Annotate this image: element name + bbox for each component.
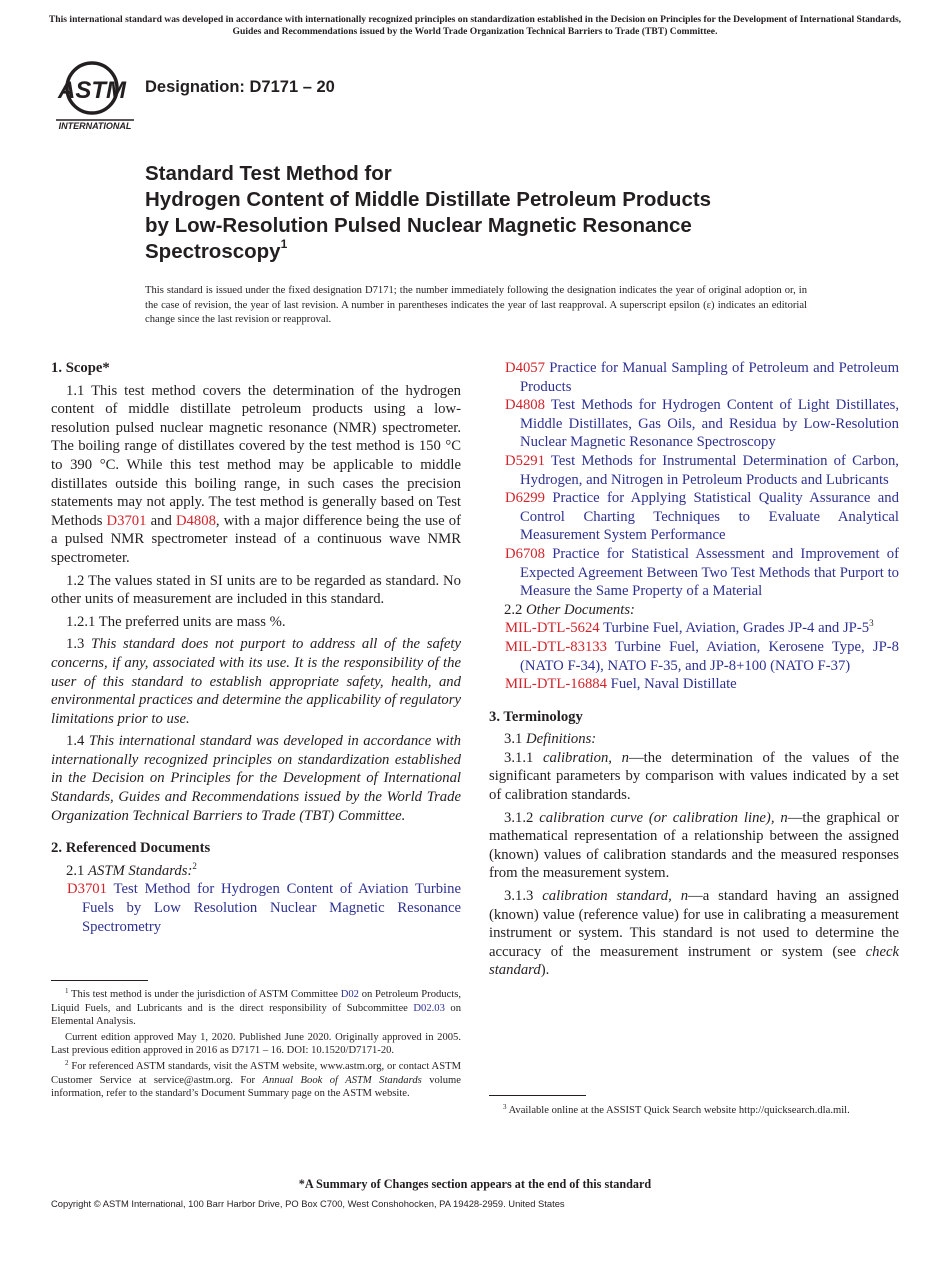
ref-title[interactable]: Turbine Fuel, Aviation, Kerosene Type, JP-8 (NATO F-34), NATO F-35, and JP-8+100 (NATO F-37): [520, 638, 899, 674]
ref-code-d4808[interactable]: D4808: [505, 397, 545, 414]
ref-title[interactable]: Practice for Applying Statistical Quality Assurance and Control Charting Techniques to Evaluate Analytical Measurement System Performance: [520, 490, 899, 544]
ref-item: [489, 359, 899, 396]
footnote-rule-right: [489, 1095, 586, 1096]
section-2-heading: 2. Referenced Documents: [51, 840, 211, 857]
footnote-1: $^1$ This test method is under the jurisdiction of ASTM Committee D02 on Petroleum Products, Liquid Fuels, and Lubricants and is the direct responsibility of Subcommittee D02.03 on Elemental Analysis.: [51, 987, 461, 1028]
footnote-1-edition: Current edition approved May 1, 2020. Published June 2020. Originally approved in 2005. Last previous edition approved in 2016 as D7171 – 16. DOI: 10.1520/D7171-20.: [51, 1031, 461, 1057]
section-1-heading: 1. Scope*: [51, 360, 110, 376]
footnote-rule-left: [51, 980, 148, 981]
para-1-2: 1.2 The values stated in SI units are to be regarded as standard. No other units of measurement are included in this standard.: [51, 572, 461, 608]
ref-code-d6299[interactable]: D6299: [505, 490, 545, 507]
para-1-4: 1.4 This international standard was developed in accordance with internationally recognized principles on standardization established in the Decision on Principles for the Development of International Standards, Guides and Recommendations issued by the World Trade Organization Technical Barriers to Trade (TBT) Committee.: [51, 733, 461, 824]
link-d3701[interactable]: D3701: [106, 512, 147, 529]
left-column: [51, 359, 461, 936]
title-line-2: Hydrogen Content of Middle Distillate Petroleum Products: [145, 188, 712, 211]
para-1-3: 1.3 This standard does not purport to address all of the safety concerns, if any, associated with its use. It is the responsibility of the user of this standard to establish appropriate safety, health, and environmental practices and determine the applicability of regulatory limitations prior to use.: [51, 636, 462, 727]
para-1-2-1: 1.2.1 The preferred units are mass %.: [66, 613, 286, 630]
link-d02-03[interactable]: D02.03: [413, 1002, 445, 1014]
ref-item: [489, 452, 899, 489]
title-line-4: Spectroscopy: [145, 240, 281, 263]
title-footnote-mark: 1: [280, 237, 288, 251]
title-line-3: by Low-Resolution Pulsed Nuclear Magnetic Resonance: [145, 214, 692, 237]
copyright: Copyright © ASTM International, 100 Barr Harbor Drive, PO Box C700, West Conshohocken, PA 19428-2959. United States: [51, 1198, 565, 1209]
ref-item: MIL-DTL-5624 Turbine Fuel, Aviation, Grades JP-4 and JP-5$^3$: [505, 618, 874, 637]
para-2-2: 2.2 Other Documents:: [504, 601, 635, 618]
title-line-1: Standard Test Method for: [145, 162, 392, 185]
ref-item: [51, 880, 461, 936]
ref-code-mil-dtl-16884[interactable]: MIL-DTL-16884: [505, 676, 607, 693]
ref-code-mil-dtl-83133[interactable]: MIL-DTL-83133: [505, 638, 607, 655]
ref-title[interactable]: Practice for Manual Sampling of Petroleum and Petroleum Products: [520, 360, 899, 395]
section-3-heading: 3. Terminology: [489, 708, 583, 725]
footnotes-right: [489, 1104, 899, 1120]
ref-item: [489, 396, 899, 452]
link-d4808[interactable]: D4808: [175, 512, 216, 529]
document-title: [145, 161, 865, 265]
ref-title[interactable]: Test Method for Hydrogen Content of Aviation Turbine Fuels by Low Resolution Nuclear Magnetic Resonance Spectrometry: [82, 881, 461, 935]
ref-code-d4057[interactable]: D4057: [505, 360, 545, 376]
ref-item: [489, 675, 899, 694]
link-d02[interactable]: D02: [340, 989, 359, 1000]
ref-title[interactable]: Practice for Statistical Assessment and Improvement of Expected Agreement Between Two Test Methods that Purport to Measure the Same Property of a Material: [520, 545, 900, 600]
tbt-notice: This international standard was developed in accordance with internationally recognized principles on standardization established in the Decision on Principles for the Development of International Standards, Guides and Recommendations issued by the World Trade Organization Technical Barriers to Trade (TBT) Committee.: [48, 14, 902, 37]
ref-title[interactable]: Test Methods for Hydrogen Content of Light Distillates, Middle Distillates, Gas Oils, and Residua by Low-Resolution Nuclear Magnetic Resonance Spectroscopy: [520, 397, 899, 451]
logo-international: INTERNATIONAL: [58, 121, 132, 131]
ref-title[interactable]: Turbine Fuel, Aviation, Grades JP-4 and JP-5: [603, 620, 870, 637]
issued-note: This standard is issued under the fixed designation D7171; the number immediately following the designation indicates the year of original adoption or, in the case of revision, the year of last revision. A number in parentheses indicates the year of last reapproval. A superscript epsilon (ε) indicates an editorial change since the last revision or reapproval.: [145, 285, 807, 325]
ref-title[interactable]: Fuel, Naval Distillate: [610, 676, 737, 693]
ref-item: [489, 638, 899, 675]
astm-logo: [54, 58, 136, 132]
summary-of-changes-note: *A Summary of Changes section appears at the end of this standard: [298, 1177, 652, 1191]
designation: Designation: D7171 – 20: [145, 78, 335, 96]
ref-title[interactable]: Test Methods for Instrumental Determination of Carbon, Hydrogen, and Nitrogen in Petroleum Products and Lubricants: [520, 452, 899, 488]
para-2-1: 2.1 ASTM Standards:$^2$: [66, 860, 197, 879]
ref-item: [489, 489, 899, 545]
footnotes-left: [51, 988, 461, 1103]
para-3-1-1: 3.1.1 calibration, n—the determination of the values of the significant parameters by comparison with values indicated by a set of calibration standards.: [489, 749, 899, 804]
ref-code-mil-dtl-5624[interactable]: MIL-DTL-5624: [505, 620, 600, 637]
para-1-1: 1.1 This test method covers the determination of the hydrogen content of middle distillate petroleum products using a low-resolution pulsed nuclear magnetic resonance (NMR) spectrometer. The boiling range of distillates covered by the test method is 150 °C to 390 °C. While this test method may be applicable to middle distillates outside this boiling range, in such cases the precision statements may not apply. The test method is generally based on Test Methods D3701 and D4808, with a major difference being the use of a pulsed NMR spectrometer instead of a continuous wave NMR spectrometer.: [51, 382, 461, 566]
para-3-1-3: 3.1.3 calibration standard, n—a standard having an assigned (known) value (reference value) for use in calibrating a measurement instrument or system. This standard is not used to determine the accuracy of the measurement instrument or system (see check standard).: [489, 888, 900, 979]
para-3-1-2: 3.1.2 calibration curve (or calibration line), n—the graphical or mathematical representation of a relationship between the assigned (known) values of calibration standards and the measured responses from the measurement system.: [489, 809, 900, 882]
right-column: [489, 359, 899, 984]
footnote-2: $^2$ For referenced ASTM standards, visit the ASTM website, www.astm.org, or contact ASTM Customer Service at service@astm.org. For Annual Book of ASTM Standards volume information, refer to the standard’s Document Summary page on the ASTM website.: [51, 1058, 461, 1100]
para-3-1: 3.1 Definitions:: [504, 731, 597, 748]
ref-code-d3701[interactable]: D3701: [67, 881, 107, 898]
ref-code-d5291[interactable]: D5291: [505, 452, 545, 469]
logo-letters: ASTM: [58, 77, 126, 104]
footnote-3: $^3$ Available online at the ASSIST Quick Search website http://quicksearch.dla.mil.: [503, 1103, 850, 1116]
ref-code-d6708[interactable]: D6708: [505, 545, 545, 562]
ref-item: [489, 545, 899, 601]
